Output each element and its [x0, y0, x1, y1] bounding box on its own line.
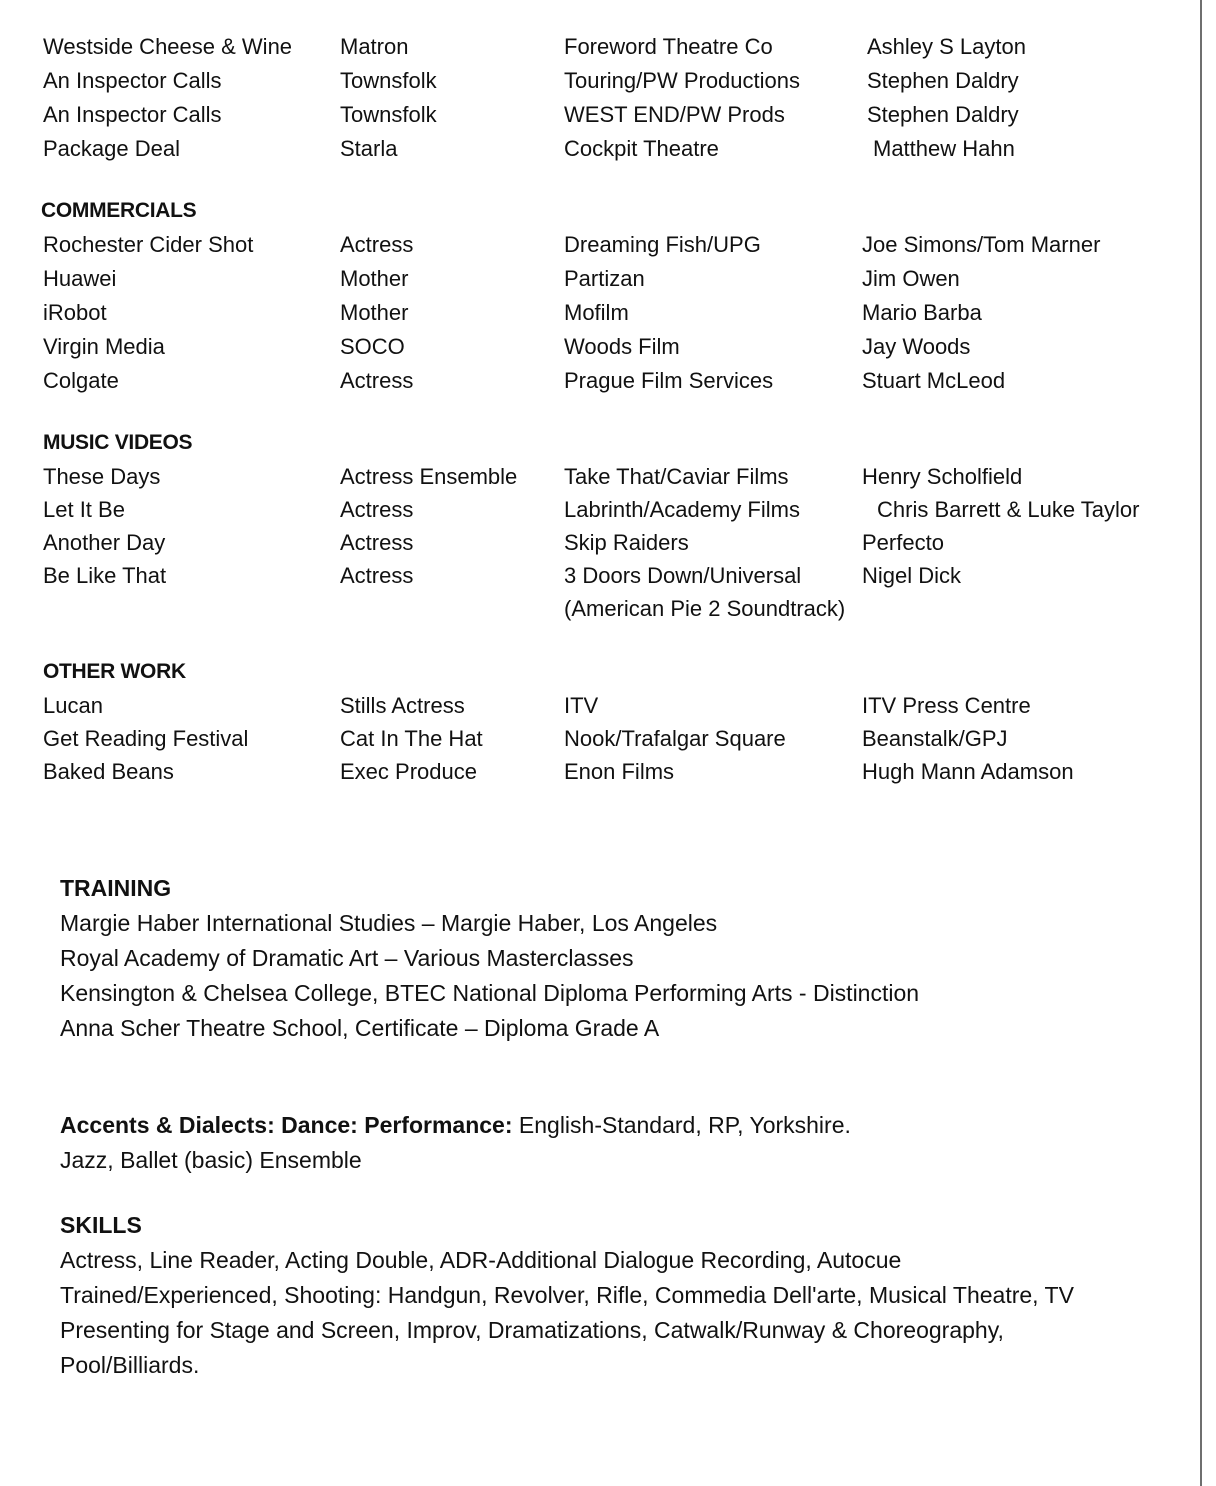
credit-director: Stephen Daldry: [867, 102, 1019, 127]
credit-role: [340, 592, 564, 625]
credit-company: Mofilm: [564, 300, 629, 325]
table-row: [43, 755, 1163, 788]
training-line: Royal Academy of Dramatic Art – Various Masterclasses: [60, 945, 634, 971]
credit-title: Another Day: [43, 530, 166, 555]
table-row: [43, 30, 1163, 64]
accents-section: [60, 1108, 1170, 1178]
credit-role: Cat In The Hat: [340, 726, 483, 751]
credit-company: Nook/Trafalgar Square: [564, 726, 786, 751]
credit-title: An Inspector Calls: [43, 68, 222, 93]
accents-line: [60, 1108, 1170, 1143]
credit-title: Westside Cheese & Wine: [43, 34, 293, 59]
credit-title: An Inspector Calls: [43, 102, 222, 127]
credit-role: Mother: [340, 300, 409, 325]
credit-role: Actress: [340, 232, 414, 257]
credit-director: Ashley S Layton: [867, 34, 1026, 59]
credit-director: Nigel Dick: [862, 563, 962, 588]
credit-title: Virgin Media: [43, 334, 165, 359]
skills-line: Presenting for Stage and Screen, Improv, Dramatizations, Catwalk/Runway & Choreography,: [60, 1317, 1004, 1343]
skills-line: Pool/Billiards.: [60, 1352, 200, 1378]
credit-role: Actress: [340, 530, 414, 555]
credit-role: Actress: [340, 563, 414, 588]
table-row: [43, 228, 1163, 262]
credit-company: Enon Films: [564, 759, 675, 784]
training-line: Anna Scher Theatre School, Certificate – Diploma Grade A: [60, 1015, 660, 1041]
credit-company: WEST END/PW Prods: [564, 102, 785, 127]
credit-company: Touring/PW Productions: [564, 68, 800, 93]
credit-title: Lucan: [43, 693, 103, 718]
table-row: [43, 722, 1163, 755]
credit-role: Starla: [340, 136, 398, 161]
table-row: [43, 64, 1163, 98]
credit-title: iRobot: [43, 300, 107, 325]
credit-company: Dreaming Fish/UPG: [564, 232, 761, 257]
credit-title: These Days: [43, 464, 161, 489]
credit-director: Beanstalk/GPJ: [862, 726, 1008, 751]
section-heading-training: TRAINING: [60, 875, 172, 901]
credit-role: Townsfolk: [340, 102, 437, 127]
credit-title: Package Deal: [43, 136, 180, 161]
credit-director: Joe Simons/Tom Marner: [862, 232, 1101, 257]
credit-director: Hugh Mann Adamson: [862, 759, 1074, 784]
credit-title: Get Reading Festival: [43, 726, 249, 751]
section-heading-music-videos: MUSIC VIDEOS: [43, 431, 193, 454]
credit-role: Townsfolk: [340, 68, 437, 93]
table-row: [43, 592, 1163, 625]
credit-role: SOCO: [340, 334, 405, 359]
credit-company: Labrinth/Academy Films: [564, 497, 800, 522]
table-row: [43, 296, 1163, 330]
credit-company: ITV: [564, 693, 599, 718]
table-row: [43, 98, 1163, 132]
credit-company: Partizan: [564, 266, 645, 291]
credit-company: Woods Film: [564, 334, 680, 359]
credit-title: [43, 592, 340, 625]
table-row: [43, 493, 1163, 526]
credit-role: Actress Ensemble: [340, 464, 518, 489]
credit-title: Huawei: [43, 266, 117, 291]
credit-role: Mother: [340, 266, 409, 291]
table-row: [43, 262, 1163, 296]
table-row: [43, 460, 1163, 493]
table-row: [43, 526, 1163, 559]
section-heading-skills: SKILLS: [60, 1212, 142, 1238]
credit-director: Henry Scholfield: [862, 464, 1023, 489]
credit-title: Be Like That: [43, 563, 167, 588]
table-row: [43, 559, 1163, 592]
dance-performance-line: Jazz, Ballet (basic) Ensemble: [60, 1147, 362, 1173]
credit-company: Foreword Theatre Co: [564, 34, 773, 59]
credit-title: Colgate: [43, 368, 119, 393]
training-line: Margie Haber International Studies – Margie Haber, Los Angeles: [60, 910, 718, 936]
credit-company: (American Pie 2 Soundtrack): [564, 596, 846, 621]
credit-director: Jim Owen: [862, 266, 960, 291]
table-row: [43, 330, 1163, 364]
credit-director: Chris Barrett & Luke Taylor: [877, 497, 1140, 522]
training-section: [60, 871, 1170, 1046]
section-heading-other-work: OTHER WORK: [43, 660, 186, 683]
accents-values: English-Standard, RP, Yorkshire.: [518, 1112, 851, 1138]
credit-company: Take That/Caviar Films: [564, 464, 789, 489]
table-row: [43, 132, 1163, 166]
skills-line: Actress, Line Reader, Acting Double, ADR-Additional Dialogue Recording, Autocue: [60, 1247, 902, 1273]
credit-company: Prague Film Services: [564, 368, 774, 393]
credit-director: Mario Barba: [862, 300, 982, 325]
skills-section: [60, 1208, 1170, 1383]
credit-company: 3 Doors Down/Universal: [564, 563, 802, 588]
credits-table: [43, 30, 1163, 788]
credit-title: Rochester Cider Shot: [43, 232, 254, 257]
table-row: [43, 689, 1163, 722]
credit-role: Exec Produce: [340, 759, 477, 784]
credit-role: Actress: [340, 497, 414, 522]
table-row: [43, 364, 1163, 398]
credit-role: Stills Actress: [340, 693, 465, 718]
credit-company: Skip Raiders: [564, 530, 689, 555]
credit-company: Cockpit Theatre: [564, 136, 719, 161]
credit-role: Matron: [340, 34, 409, 59]
credit-title: Baked Beans: [43, 759, 174, 784]
skills-line: Trained/Experienced, Shooting: Handgun, Revolver, Rifle, Commedia Dell'arte, Musical Theatre, TV: [60, 1282, 1074, 1308]
credit-role: Actress: [340, 368, 414, 393]
page-edge-line: [1200, 0, 1202, 1486]
credit-director: [862, 592, 1163, 625]
credit-director: Perfecto: [862, 530, 944, 555]
credit-director: Stuart McLeod: [862, 368, 1006, 393]
credit-director: Stephen Daldry: [867, 68, 1019, 93]
training-line: Kensington & Chelsea College, BTEC National Diploma Performing Arts - Distinction: [60, 980, 920, 1006]
credit-director: Jay Woods: [862, 334, 971, 359]
section-heading-commercials: COMMERCIALS: [41, 199, 197, 222]
credit-title: Let It Be: [43, 497, 125, 522]
credit-director: Matthew Hahn: [873, 136, 1015, 161]
credit-director: ITV Press Centre: [862, 693, 1031, 718]
accents-labels: Accents & Dialects: Dance: Performance:: [60, 1112, 513, 1138]
